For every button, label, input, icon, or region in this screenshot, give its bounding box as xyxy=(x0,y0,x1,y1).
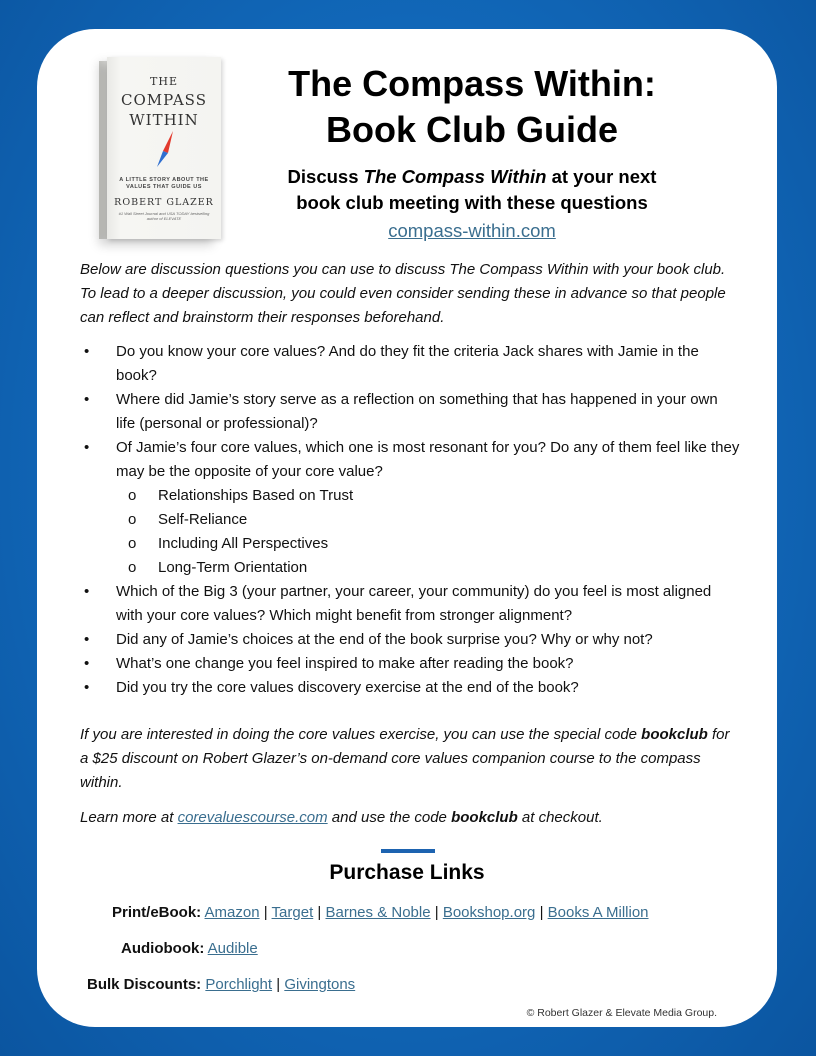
learn-more xyxy=(80,806,740,830)
list-item xyxy=(80,340,740,388)
separator: | xyxy=(317,904,322,921)
book-author: ROBERT GLAZER xyxy=(114,197,214,208)
guide-card xyxy=(37,29,777,1027)
sub-bullet: o xyxy=(128,559,137,576)
section-divider xyxy=(381,849,435,853)
bullet: • xyxy=(84,343,90,360)
core-value-item xyxy=(116,508,740,532)
subtitle-post: at your next xyxy=(546,166,657,187)
learn-post: at checkout. xyxy=(517,809,603,826)
bullet: • xyxy=(84,439,90,456)
learn-pre: Learn more at xyxy=(80,809,178,826)
copyright: © Robert Glazer & Elevate Media Group. xyxy=(526,1007,717,1019)
question-list xyxy=(80,340,740,700)
subtitle-pre: Discuss xyxy=(287,166,364,187)
compass-needle-icon xyxy=(149,129,181,169)
book-cover xyxy=(99,57,225,240)
book-title-within: WITHIN xyxy=(129,111,199,129)
question-text: What’s one change you feel inspired to make after reading the book? xyxy=(116,655,574,672)
separator: | xyxy=(539,904,544,921)
book-blurb: #1 Wall Street Journal and USA TODAY bestselling author of ELEVATE xyxy=(118,211,210,221)
learn-code: bookclub xyxy=(451,809,518,826)
core-value-item xyxy=(116,556,740,580)
givingtons-link[interactable]: Givingtons xyxy=(284,976,356,993)
intro-paragraph: Below are discussion questions you can use to discuss The Compass Within with your book club. To lead to a deeper discussion, you could even consider sending these in advance so that people can reflect and brainstorm their responses beforehand. xyxy=(80,261,726,326)
core-value-text: Long-Term Orientation xyxy=(158,559,308,576)
core-value-text: Including All Perspectives xyxy=(158,535,329,552)
discount-offer xyxy=(80,723,740,795)
question-text: Did any of Jamie’s choices at the end of the book surprise you? Why or why not? xyxy=(116,631,653,648)
course-link[interactable]: corevaluescourse.com xyxy=(177,809,328,826)
audiobook-row xyxy=(121,939,258,959)
list-item xyxy=(80,628,740,652)
question-text: Of Jamie’s four core values, which one is most resonant for you? Do any of them feel like they may be the opposite of your core value? xyxy=(116,439,740,480)
book-title-the: THE xyxy=(150,75,178,88)
question-text: Which of the Big 3 (your partner, your career, your community) do you feel is most aligned with your core values? Which might benefit from stronger alignment? xyxy=(116,583,712,624)
subtitle-line-2: book club meeting with these questions xyxy=(296,192,648,213)
subtitle-line-1 xyxy=(247,164,697,190)
learn-mid: and use the code xyxy=(327,809,452,826)
subtitle xyxy=(247,164,697,216)
website-link[interactable]: compass-within.com xyxy=(388,220,556,241)
question-text: Where did Jamie’s story serve as a reflection on something that has happened in your own life (personal or professional)? xyxy=(116,391,718,432)
list-item xyxy=(80,676,740,700)
barnes-noble-link[interactable]: Barnes & Noble xyxy=(325,904,431,921)
subtitle-book-title: The Compass Within xyxy=(363,166,547,187)
target-link[interactable]: Target xyxy=(271,904,314,921)
book-title-compass: COMPASS xyxy=(121,91,207,109)
sub-bullet: o xyxy=(128,487,137,504)
book-face xyxy=(107,57,221,239)
core-value-text: Relationships Based on Trust xyxy=(158,487,354,504)
book-tagline: A LITTLE STORY ABOUT THE VALUES THAT GUIDE US xyxy=(119,177,209,190)
offer-pre: If you are interested in doing the core values exercise, you can use the special code xyxy=(80,726,642,743)
print-ebook-row xyxy=(112,903,649,923)
list-item xyxy=(80,580,740,628)
separator: | xyxy=(263,904,268,921)
sub-bullet: o xyxy=(128,535,137,552)
core-value-item xyxy=(116,532,740,556)
question-text: Do you know your core values? And do they fit the criteria Jack shares with Jamie in the book? xyxy=(116,343,699,384)
title-line-1: The Compass Within: xyxy=(288,63,656,104)
offer-code: bookclub xyxy=(641,726,708,743)
audiobook-label: Audiobook: xyxy=(121,940,205,957)
purchase-heading: Purchase Links xyxy=(329,861,485,884)
bookshop-link[interactable]: Bookshop.org xyxy=(442,904,536,921)
bullet: • xyxy=(84,631,90,648)
list-item xyxy=(80,388,740,436)
bullet: • xyxy=(84,391,90,408)
core-values-list xyxy=(116,484,740,580)
question-text: Did you try the core values discovery exercise at the end of the book? xyxy=(116,679,579,696)
separator: | xyxy=(276,976,281,993)
sub-bullet: o xyxy=(128,511,137,528)
bulk-label: Bulk Discounts: xyxy=(87,976,202,993)
bullet: • xyxy=(84,679,90,696)
title-line-2: Book Club Guide xyxy=(326,109,618,150)
core-value-item xyxy=(116,484,740,508)
bullet: • xyxy=(84,655,90,672)
audible-link[interactable]: Audible xyxy=(207,940,258,957)
print-label: Print/eBook: xyxy=(112,904,202,921)
offer-post: for a $25 discount on Robert Glazer’s on-demand core values companion course to the compass within. xyxy=(80,726,730,791)
bulk-discounts-row xyxy=(87,975,355,995)
amazon-link[interactable]: Amazon xyxy=(204,904,260,921)
separator: | xyxy=(434,904,439,921)
page-title xyxy=(247,61,697,153)
list-item xyxy=(80,652,740,676)
books-a-million-link[interactable]: Books A Million xyxy=(547,904,649,921)
bullet: • xyxy=(84,583,90,600)
porchlight-link[interactable]: Porchlight xyxy=(205,976,273,993)
list-item xyxy=(80,436,740,580)
core-value-text: Self-Reliance xyxy=(158,511,248,528)
